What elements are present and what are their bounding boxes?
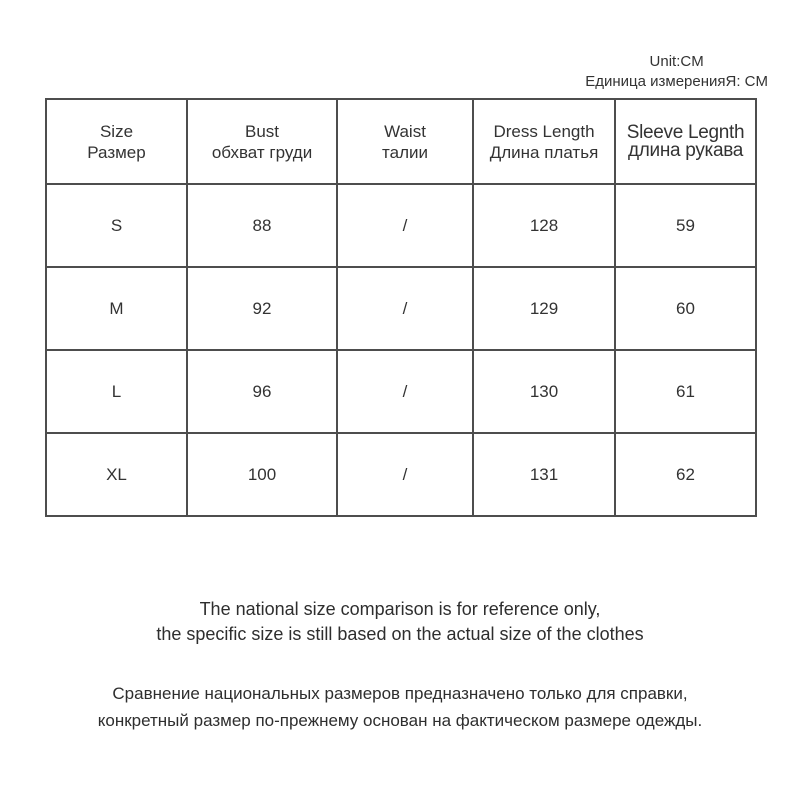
column-label-en: Dress Length	[493, 121, 595, 141]
column-header-sleeve-length	[615, 99, 756, 184]
column-label-ru: обхват груди	[211, 142, 313, 162]
cell-waist: /	[337, 184, 473, 267]
cell-waist: /	[337, 433, 473, 516]
cell-dress-length: 131	[473, 433, 615, 516]
disclaimer-russian-line2: конкретный размер по-прежнему основан на фактическом размере одежды.	[97, 711, 703, 730]
unit-note-line-ru: Единица измеренияЯ: CM	[585, 73, 768, 90]
column-header-waist	[337, 99, 473, 184]
column-label-ru: Размер	[87, 142, 146, 162]
cell-bust: 92	[187, 267, 337, 350]
table-row-s	[46, 184, 756, 267]
cell-dress-length: 129	[473, 267, 615, 350]
cell-sleeve-length: 61	[615, 350, 756, 433]
cell-waist: /	[337, 267, 473, 350]
column-label-en: Waist	[384, 121, 426, 141]
table-row-m	[46, 267, 756, 350]
cell-dress-length: 128	[473, 184, 615, 267]
cell-sleeve-length: 60	[615, 267, 756, 350]
column-header-dress-length	[473, 99, 615, 184]
cell-size: XL	[46, 433, 187, 516]
column-label-en: Bust	[244, 121, 280, 141]
disclaimer-english-line2: the specific size is still based on the actual size of the clothes	[156, 624, 644, 644]
table-row-xl	[46, 433, 756, 516]
table-row-l	[46, 350, 756, 433]
column-label-ru: талии	[382, 142, 428, 162]
cell-size: M	[46, 267, 187, 350]
cell-waist: /	[337, 350, 473, 433]
unit-note-line-en: Unit:CM	[649, 53, 704, 70]
header-row	[46, 99, 756, 184]
disclaimer-russian	[0, 680, 800, 734]
column-label-en: Size	[99, 121, 134, 141]
cell-size: S	[46, 184, 187, 267]
size-chart-table	[45, 98, 757, 517]
unit-note	[585, 52, 768, 92]
column-label-en: Sleeve Legnth	[626, 121, 745, 143]
column-label-ru: длина рукава	[627, 139, 744, 161]
disclaimer-russian-line1: Сравнение национальных размеров предназначено только для справки,	[112, 684, 688, 703]
cell-dress-length: 130	[473, 350, 615, 433]
column-header-size	[46, 99, 187, 184]
column-label-ru: Длина платья	[489, 142, 599, 162]
cell-size: L	[46, 350, 187, 433]
cell-bust: 96	[187, 350, 337, 433]
disclaimer-english-line1: The national size comparison is for reference only,	[199, 599, 601, 619]
cell-bust: 100	[187, 433, 337, 516]
cell-sleeve-length: 62	[615, 433, 756, 516]
disclaimer-english	[0, 597, 800, 647]
cell-bust: 88	[187, 184, 337, 267]
cell-sleeve-length: 59	[615, 184, 756, 267]
column-header-bust	[187, 99, 337, 184]
